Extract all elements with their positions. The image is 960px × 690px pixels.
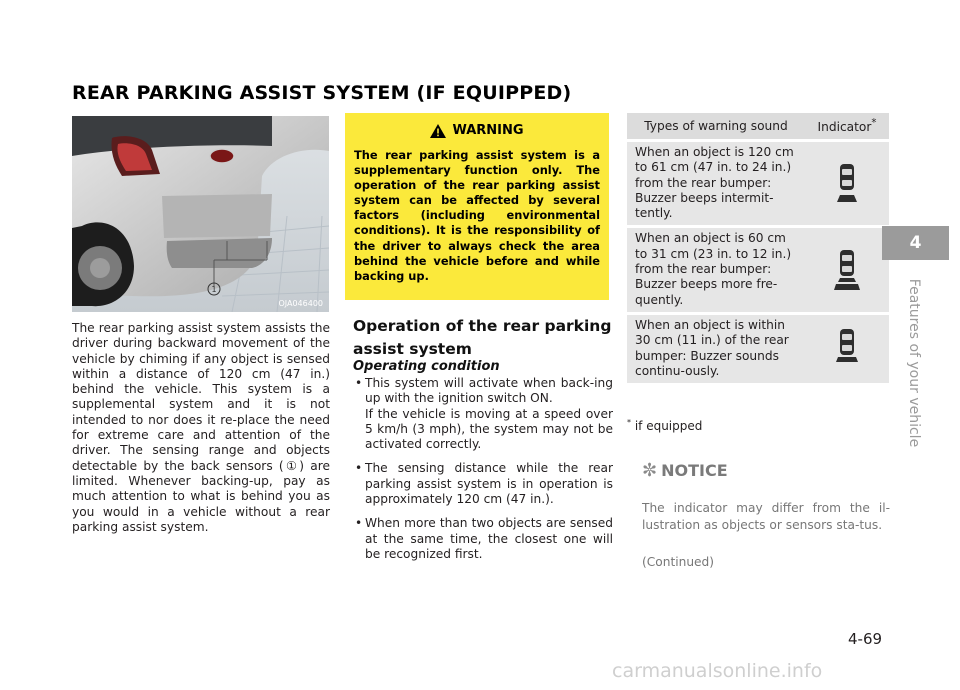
car-indicator-icon [832,327,862,371]
figure-code: OJA046400 [278,299,323,308]
car-rear-image [72,116,329,312]
continued-label: (Continued) [642,555,715,569]
bullet-list [353,376,613,571]
car-indicator-icon [832,162,862,206]
warning-icon [430,124,446,138]
watermark: carmanualsonline.info [612,660,823,682]
intro-paragraph: The rear parking assist system assists the driver during backward movement of the vehicle by chiming if any object is sensed within a distance of 120 cm (47 in.) behind the vehicle. This system is a supplemental system and it is not intended to nor does it re-place the need for extreme care and attention of the driver. The sensing range and objects detectable by the back sensors (①) are limited. Whenever backing-up, pay as much attention to what is behind you as you would in a vehicle without a rear parking assist system. [72,321,330,534]
bullet-text: • The sensing distance while the rear parking assist system is in operation is approximately 120 cm (47 in.). [365,461,613,507]
notice-title-text: NOTICE [661,461,728,480]
row-text: When an object is 120 cm to 61 cm (47 in. to 24 in.) from the rear bumper: Buzzer beeps intermit-tently. [635,145,794,221]
chapter-label [903,270,925,455]
table-header [627,113,889,139]
bullet-text: • This system will activate when back-ing up with the ignition switch ON. [365,376,613,406]
list-item [353,461,613,507]
footnote-text: if equipped [631,419,703,433]
sensor-callout: 1 [211,285,217,294]
warning-body: The rear parking assist system is a supplementary function only. The operation of the rear parking assist system can be affected by several factors (including environmental conditions). It is the responsibility of the driver to always check the area behind the vehicle before and while backing up. [354,148,600,283]
header-indicator-mark: * [871,117,877,129]
notice-star-icon: ✼ [642,460,658,481]
bullet-text: • When more than two objects are sensed at the same time, the closest one will be recognized first. [365,516,613,561]
indicator-cell [805,228,889,311]
table-row [627,315,889,383]
list-item [353,376,613,452]
page-heading: REAR PARKING ASSIST SYSTEM (IF EQUIPPED) [72,82,572,104]
warning-box [345,113,609,300]
warning-title [354,123,600,138]
header-sound: Types of warning sound [644,119,788,133]
rear-bumper-illustration [72,116,329,312]
list-item [353,516,613,562]
bullet-text-continued: If the vehicle is moving at a speed over 5 km/h (3 mph), the system may not be activated correctly. [365,406,613,452]
footnote-mark: * [627,418,631,427]
indicator-cell [805,142,889,225]
header-indicator-text: Indicator [817,120,872,135]
warning-title-text: WARNING [452,123,524,138]
table-row [627,228,889,311]
page-number: 4-69 [848,630,883,648]
table-footnote [627,418,702,433]
chapter-tab: 4 [882,226,949,260]
sub-title: Operating condition [353,359,500,374]
row-text: When an object is 60 cm to 31 cm (23 in. to 12 in.) from the rear bumper: Buzzer beeps more fre-quently. [635,231,792,307]
chapter-label-text: Features of your vehicle [906,278,923,447]
indicator-cell [805,315,889,383]
car-indicator-icon [832,248,862,292]
table-row [627,142,889,225]
notice-title [642,460,728,481]
row-text: When an object is within 30 cm (11 in.) of the rear bumper: Buzzer sounds continu-ously. [635,317,789,378]
warning-sound-table [627,113,889,383]
section-title: Operation of the rear parking assist system [353,317,612,358]
header-indicator [805,118,889,134]
notice-body: The indicator may differ from the il-lustration as objects or sensors sta-tus. [642,501,890,532]
